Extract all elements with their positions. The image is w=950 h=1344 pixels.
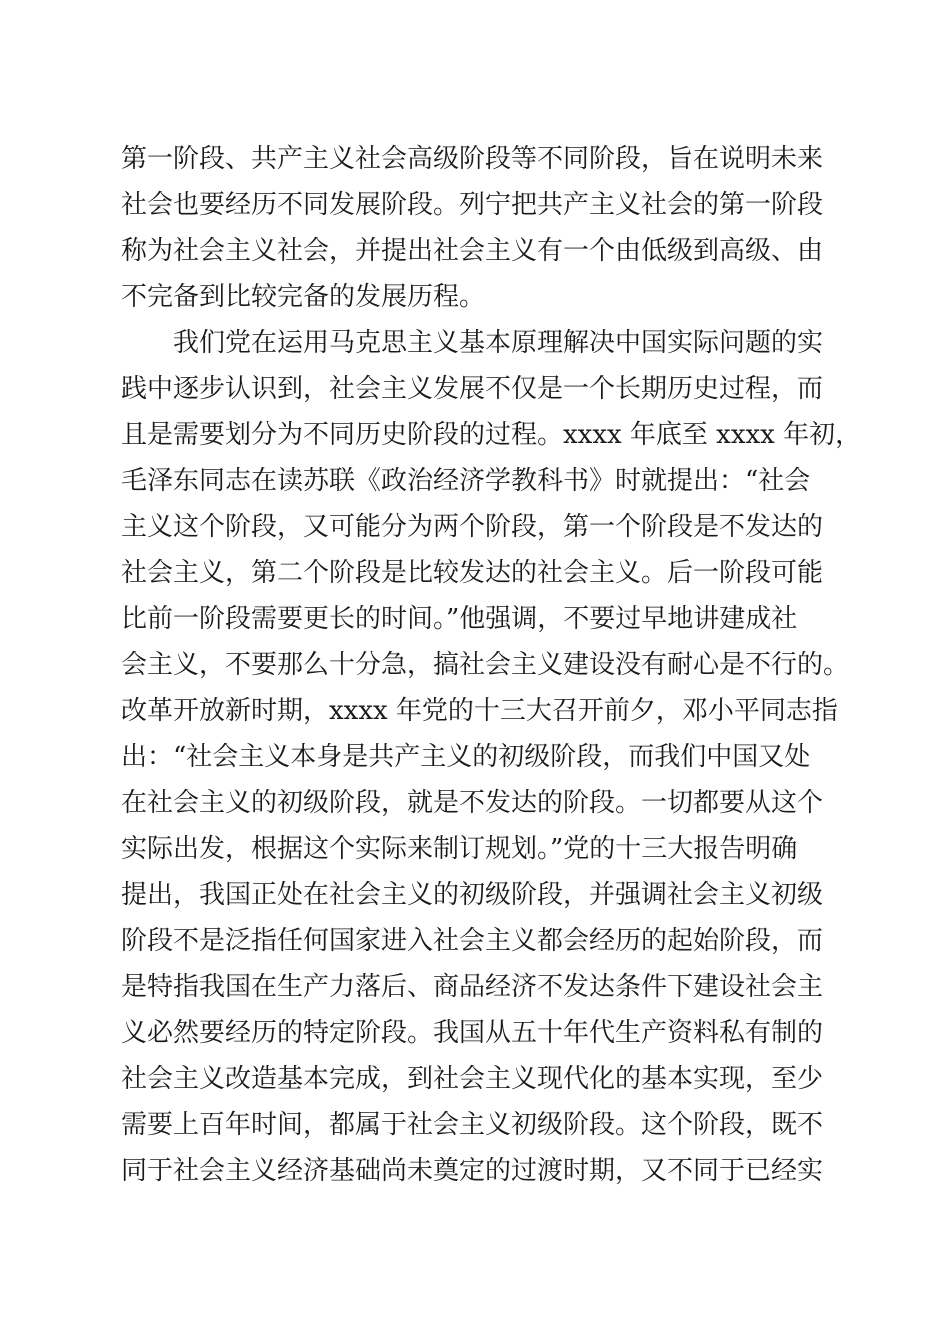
- text-line: 社会主义改造基本完成，到社会主义现代化的基本实现，至少: [121, 1064, 824, 1094]
- text-line: 会主义，不要那么十分急，搞社会主义建设没有耐心是不行的。: [121, 650, 850, 680]
- text-line: 需要上百年时间，都属于社会主义初级阶段。这个阶段，既不: [121, 1110, 824, 1140]
- text-line: 践中逐步认识到，社会主义发展不仅是一个长期历史过程，而: [121, 374, 824, 404]
- paragraph: [121, 136, 831, 320]
- text-line: 提出，我国正处在社会主义的初级阶段，并强调社会主义初级: [121, 880, 824, 910]
- text-line: 社会主义，第二个阶段是比较发达的社会主义。后一阶段可能: [121, 558, 824, 588]
- text-line: 社会也要经历不同发展阶段。列宁把共产主义社会的第一阶段: [121, 190, 824, 220]
- text-line: 称为社会主义社会，并提出社会主义有一个由低级到高级、由: [121, 236, 824, 266]
- text-line: 同于社会主义经济基础尚未奠定的过渡时期，又不同于已经实: [121, 1156, 824, 1186]
- text-line: 比前一阶段需要更长的时间。”他强调，不要过早地讲建成社: [121, 604, 798, 634]
- text-line: 第一阶段、共产主义社会高级阶段等不同阶段，旨在说明未来: [121, 144, 824, 174]
- text-line: 不完备到比较完备的发展历程。: [121, 282, 486, 312]
- text-line: 实际出发，根据这个实际来制订规划。”党的十三大报告明确: [121, 834, 798, 864]
- text-line: 主义这个阶段，又可能分为两个阶段，第一个阶段是不发达的: [121, 512, 824, 542]
- text-line: 出：“社会主义本身是共产主义的初级阶段，而我们中国又处: [121, 742, 811, 772]
- text-line: 阶段不是泛指任何国家进入社会主义都会经历的起始阶段，而: [121, 926, 824, 956]
- paragraph: [121, 320, 862, 1194]
- text-line: 义必然要经历的特定阶段。我国从五十年代生产资料私有制的: [121, 1018, 824, 1048]
- text-line: 改革开放新时期，xxxx 年党的十三大召开前夕，邓小平同志指: [121, 696, 838, 726]
- text-line: 毛泽东同志在读苏联《政治经济学教科书》时就提出：“社会: [121, 466, 811, 496]
- text-line: 在社会主义的初级阶段，就是不发达的阶段。一切都要从这个: [121, 788, 824, 818]
- text-line: 是特指我国在生产力落后、商品经济不发达条件下建设社会主: [121, 972, 824, 1002]
- body-text: [121, 136, 862, 1194]
- text-line: 且是需要划分为不同历史阶段的过程。xxxx 年底至 xxxx 年初，: [121, 420, 862, 450]
- text-line: 我们党在运用马克思主义基本原理解决中国实际问题的实: [173, 328, 824, 358]
